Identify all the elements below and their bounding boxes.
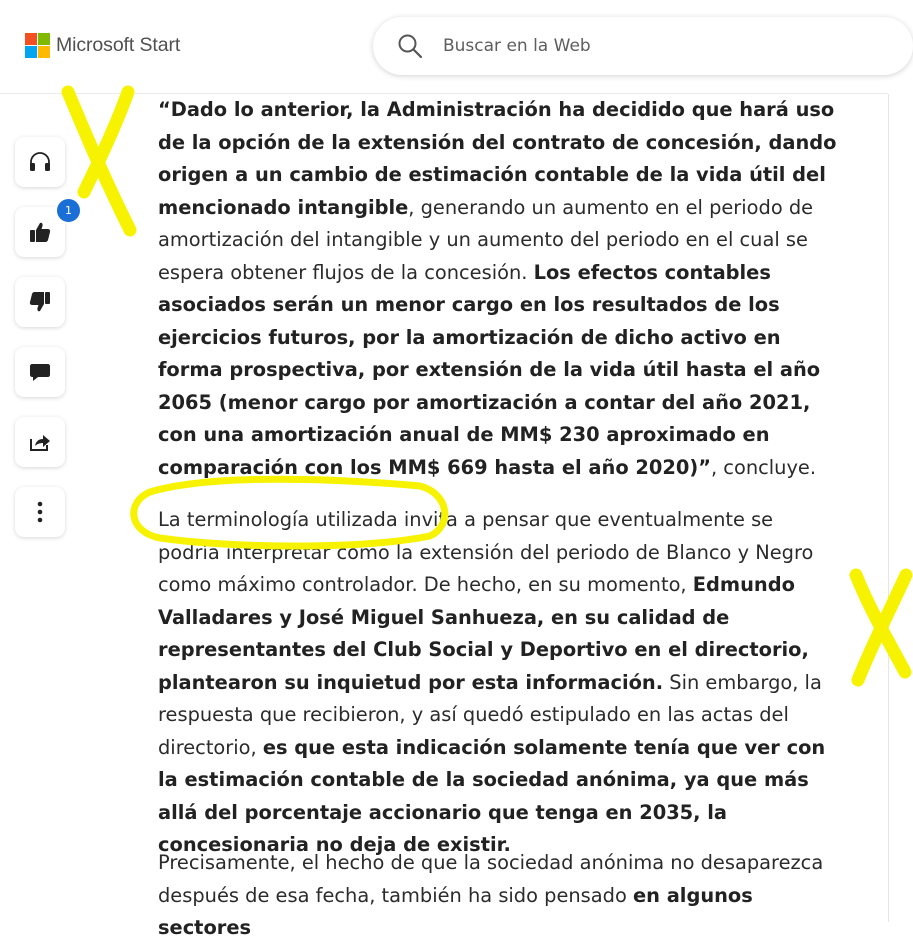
p1-run-2: Los efectos contables asociados serán un menor cargo en los resultados de los ejercicios futuros, por la amortización de dicho activo en forma prospectiva, por extensión de la vida útil hasta el año 2065 (menor cargo por amortización a contar del año 2021, con una amortización anual de MM$ 230 aproximado en comparación con los MM$ 669 hasta el año 2020)” xyxy=(158,260,821,479)
comment-button[interactable] xyxy=(15,347,65,397)
more-icon xyxy=(37,501,43,523)
paragraph-terminology xyxy=(158,504,838,862)
p2-run-3: es que esta indicación solamente tenía que ver con la estimación contable de la sociedad anónima, ya que más allá del porcentaje accionario que tenga en 2035, la concesionaria no deja de existir. xyxy=(158,735,826,856)
p2-run-1: Edmundo Valladares y José Miguel Sanhueza, en su calidad de representantes del Club Social y Deportivo en el directorio, plantearon su inquietud por esta información. xyxy=(158,573,809,694)
dislike-button[interactable] xyxy=(15,277,65,327)
thumbs-up-icon xyxy=(29,221,51,243)
microsoft-logo-icon xyxy=(25,33,50,58)
scrollbar[interactable] xyxy=(888,94,909,922)
search-box[interactable] xyxy=(373,17,913,75)
more-options-button[interactable] xyxy=(15,487,65,537)
paragraph-quote xyxy=(158,94,838,484)
microsoft-start-logo[interactable] xyxy=(25,33,180,58)
headphones-icon xyxy=(28,151,52,173)
search-input[interactable] xyxy=(443,36,843,56)
p3-run-0: Precisamente, el hecho de que la sociedad anónima no desaparezca después de esa fecha, también ha sido pensado xyxy=(158,851,824,907)
comment-icon xyxy=(29,361,51,383)
share-button[interactable] xyxy=(15,417,65,467)
listen-button[interactable] xyxy=(15,137,65,187)
p2-run-2: Sin embargo, la respuesta que recibieron, y así quedó estipulado en las actas del directorio, xyxy=(158,670,822,759)
paragraph-precisamente xyxy=(158,847,838,945)
p1-run-0: “Dado lo anterior, la Administración ha decidido que hará uso de la opción de la extensión del contrato de concesión, dando origen a un cambio de estimación contable de la vida útil del mencionado intangible xyxy=(158,98,837,219)
p1-run-1: , generando un aumento en el periodo de amortización del intangible y un aumento del periodo en el cual se espera obtener flujos de la concesión. xyxy=(158,195,814,284)
p1-run-3: , concluye. xyxy=(710,455,817,479)
top-bar xyxy=(0,0,888,94)
search-icon[interactable] xyxy=(397,33,423,59)
like-count-badge: 1 xyxy=(55,197,82,224)
p2-run-0: La terminología utilizada invita a pensar que eventualmente se podría interpretar como la extensión del periodo de Blanco y Negro como máximo controlador. De hecho, en su momento, xyxy=(158,508,814,596)
thumbs-down-icon xyxy=(29,291,51,313)
brand-name: Microsoft Start xyxy=(56,34,181,56)
share-icon xyxy=(29,431,51,453)
p3-run-1: en algunos sectores xyxy=(158,883,753,939)
